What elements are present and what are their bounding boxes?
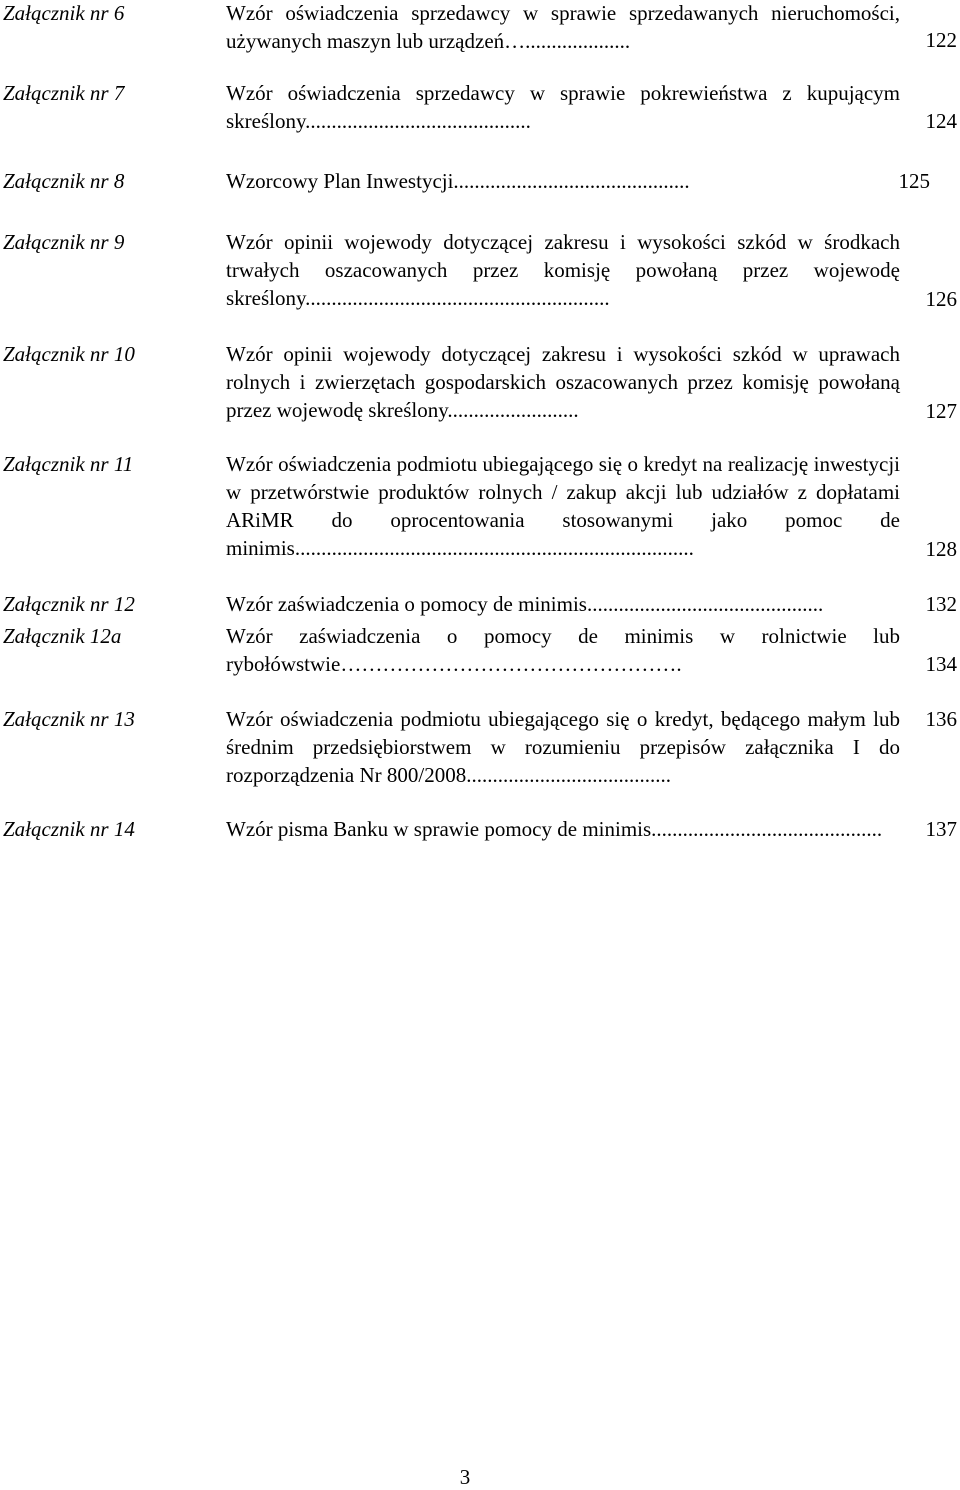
toc-entry-7: [0, 79, 960, 139]
toc-entry-6: [0, 0, 960, 59]
toc-entry-title: Wzór zaświadczenia o pomocy de minimis w rolnictwie lub rybołówstwie………………………………………….: [226, 624, 900, 676]
toc-entry-page: 125: [898, 169, 930, 193]
toc-entry-page: 128: [925, 537, 957, 561]
toc-entry-title: Wzór opinii wojewody dotyczącej zakresu i wysokości szkód w uprawach rolnych i zwierzętach gospodarskich oszacowanych przez komisję powołaną przez wojewodę skreślony.........................: [226, 342, 900, 422]
toc-entry-page: 122: [925, 28, 957, 52]
toc-entry-title: Wzór zaświadczenia o pomocy de minimis.............................................: [226, 592, 824, 616]
toc-entry-page: 136: [925, 707, 957, 731]
toc-entry-13: [0, 705, 960, 795]
toc-entry-title: Wzór oświadczenia podmiotu ubiegającego się o kredyt, będącego małym lub średnim przedsiębiorstwem w rozumieniu przepisów załącznika I do rozporządzenia Nr 800/2008.......................................: [226, 707, 900, 787]
toc-entry-page: 124: [925, 109, 957, 133]
page-number: 3: [459, 1465, 471, 1489]
toc-entry-title: Wzór oświadczenia sprzedawcy w sprawie pokrewieństwa z kupującym skreślony...........................................: [226, 81, 900, 133]
toc-entry-label: Załącznik nr 10: [3, 342, 135, 366]
toc-entry-page: 126: [925, 287, 957, 311]
toc-entry-label: Załącznik nr 11: [3, 452, 134, 476]
toc-entry-12a: [0, 622, 960, 682]
toc-entry-page: 134: [925, 652, 957, 676]
toc-entry-label: Załącznik 12a: [3, 624, 122, 648]
toc-entry-label: Załącznik nr 12: [3, 592, 135, 616]
toc-entry-label: Załącznik nr 13: [3, 707, 135, 731]
toc-entry-page: 127: [925, 399, 957, 423]
toc-entry-page: 137: [925, 817, 957, 841]
toc-entry-label: Załącznik nr 8: [3, 169, 125, 193]
toc-entry-9: [0, 228, 960, 318]
toc-entry-14: [0, 815, 960, 845]
toc-entry-label: Załącznik nr 9: [3, 230, 125, 254]
toc-entry-title: Wzór pisma Banku w sprawie pomocy de minimis............................................: [226, 817, 883, 841]
toc-entry-page: 132: [925, 592, 957, 616]
toc-entry-title: Wzór oświadczenia podmiotu ubiegającego się o kredyt na realizację inwestycji w przetwórstwie produktów rolnych / zakup akcji lub udziałów z dopłatami ARiMR do oprocentowania stosowanymi jako pomoc de minimis............................................................................: [226, 452, 900, 560]
toc-entry-12: [0, 590, 960, 620]
toc-entry-title: Wzór oświadczenia sprzedawcy w sprawie sprzedawanych nieruchomości, używanych maszyn lub urządzeń…....................: [226, 1, 900, 53]
toc-entry-10: [0, 340, 960, 430]
toc-entry-title: Wzorcowy Plan Inwestycji.............................................: [226, 169, 690, 193]
toc-entry-title: Wzór opinii wojewody dotyczącej zakresu i wysokości szkód w środkach trwałych oszacowanych przez komisję powołaną przez wojewodę skreślony..........................................................: [226, 230, 900, 310]
toc-entry-label: Załącznik nr 14: [3, 817, 135, 841]
toc-entry-label: Załącznik nr 7: [3, 81, 125, 105]
toc-entry-11: [0, 450, 960, 565]
toc-entry-8: [0, 167, 960, 197]
toc-entry-label: Załącznik nr 6: [3, 1, 125, 25]
